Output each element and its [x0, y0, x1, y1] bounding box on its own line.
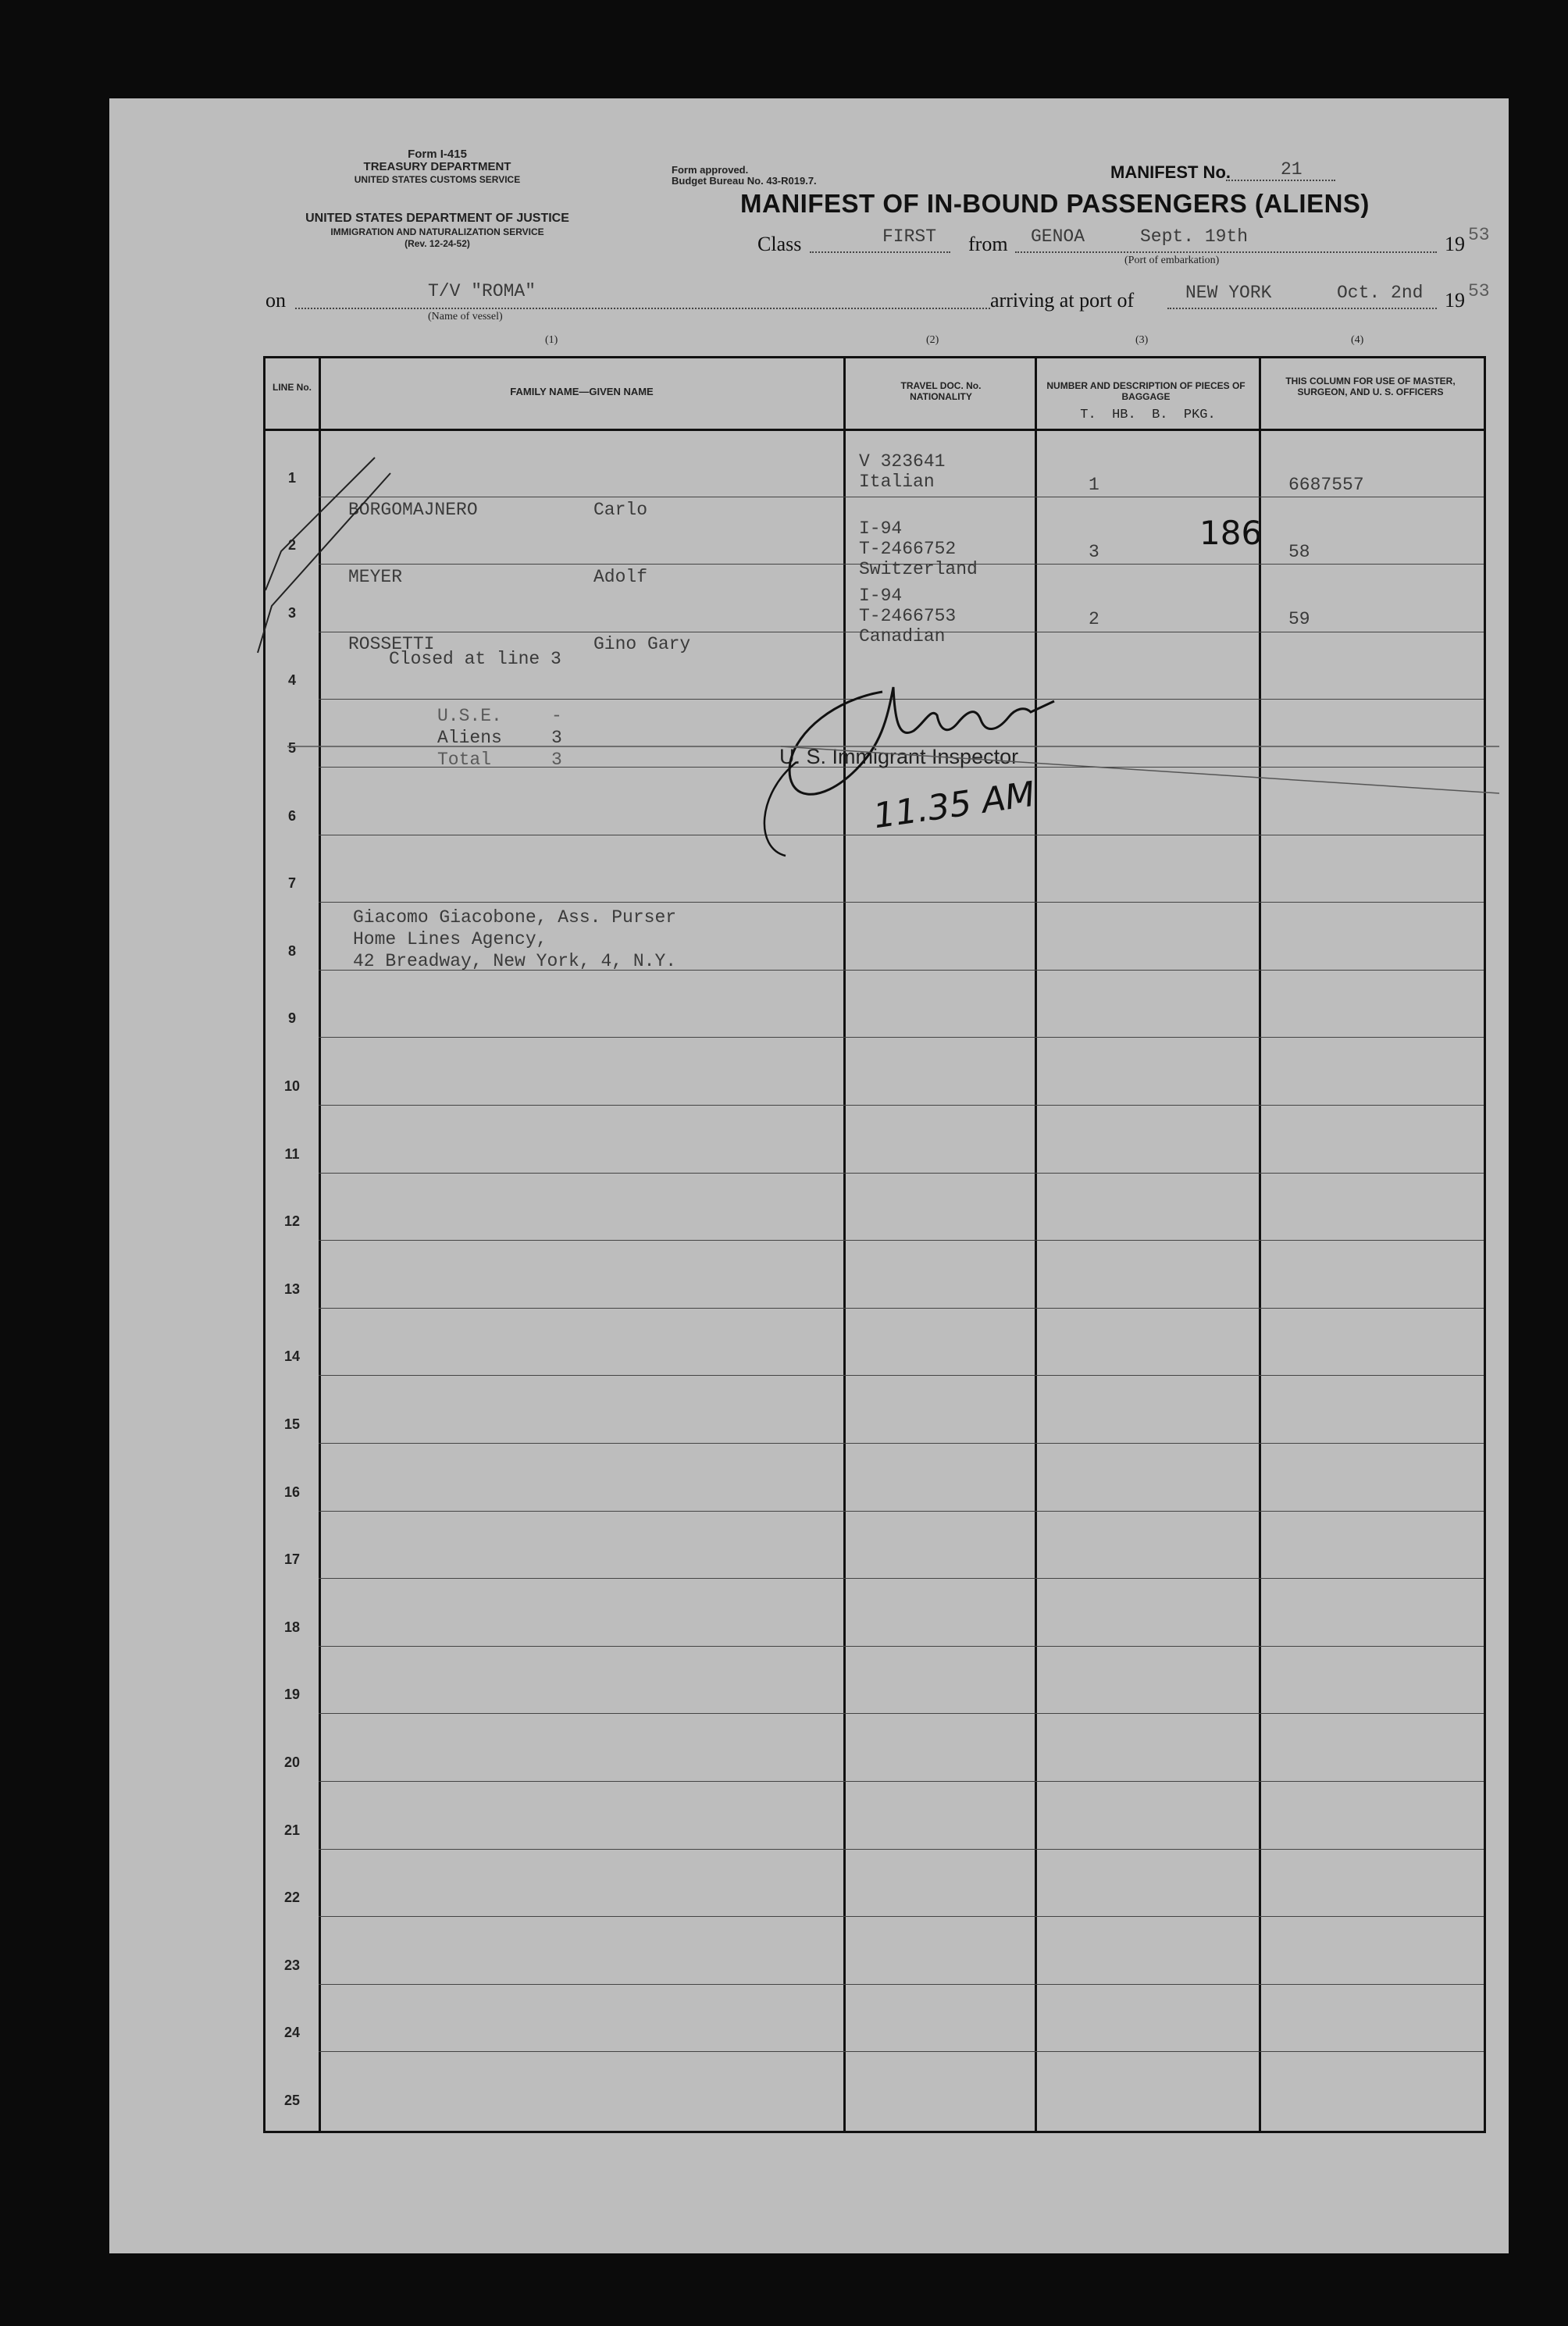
line-number: 8 [287, 942, 296, 959]
table-row-rule [319, 1849, 1484, 1850]
agent-line-1: Giacomo Giacobone, Ass. Purser [353, 907, 677, 928]
manifest-page [109, 98, 1509, 2253]
passenger-doc-2: T-2466753 [859, 606, 957, 626]
handwritten-186: 186 [1199, 514, 1263, 552]
passenger-given-name: Gino Gary [593, 634, 691, 654]
line-number: 15 [283, 1416, 301, 1432]
class-label: Class [757, 233, 802, 255]
line-number: 19 [283, 1687, 301, 1703]
table-row-rule [319, 1443, 1484, 1444]
passenger-family-name: BORGOMAJNERO [348, 500, 478, 520]
column-number: (1) [545, 334, 558, 346]
manifest-label: MANIFEST No. [1110, 162, 1231, 182]
passenger-doc-2: T-2466752 [859, 539, 957, 559]
line-number: 1 [287, 469, 296, 486]
line-number: 13 [283, 1281, 301, 1297]
arrival-port: NEW YORK [1185, 283, 1272, 303]
column-number: (3) [1135, 334, 1149, 346]
line-number: 16 [283, 1484, 301, 1500]
line-number: 17 [283, 1551, 301, 1568]
column-number: (4) [1351, 334, 1364, 346]
budget-bureau: Budget Bureau No. 43-R019.7. [672, 175, 817, 187]
passenger-doc-1: I-94 [859, 586, 903, 606]
agent-line-3: 42 Breadway, New York, 4, N.Y. [353, 951, 677, 971]
table-row-rule [319, 1713, 1484, 1714]
column-number: (2) [926, 334, 939, 346]
passenger-doc-3: Canadian [859, 626, 946, 647]
table-row-rule [319, 1781, 1484, 1782]
table-row-rule [319, 1105, 1484, 1106]
header-baggage-sub: T. HB. B. PKG. [1080, 408, 1216, 422]
table-row-rule [319, 1646, 1484, 1647]
line-number: 18 [283, 1619, 301, 1635]
departure-date: Sept. 19th [1140, 226, 1249, 247]
year-label: 19 [1445, 233, 1465, 255]
inspector-caption: U. S. Immigrant Inspector [779, 745, 1019, 768]
passenger-doc-3: Switzerland [859, 559, 978, 579]
line-number: 23 [283, 1957, 301, 1973]
passenger-family-name: MEYER [348, 567, 403, 587]
header-name: FAMILY NAME—GIVEN NAME [510, 386, 654, 397]
header-baggage: NUMBER AND DESCRIPTION OF PIECES OF BAGGAGE [1046, 380, 1245, 402]
passenger-given-name: Adolf [593, 567, 648, 587]
vessel-line [295, 308, 990, 309]
on-label: on [265, 289, 286, 312]
arrival-year-label: 19 [1445, 289, 1465, 312]
passenger-family-name: ROSSETTI [348, 634, 435, 654]
passenger-baggage: 1 [1089, 475, 1099, 495]
pencil-check-marks [234, 426, 1499, 817]
handwritten-time: 11.35 AM [871, 774, 1038, 837]
vessel-name: T/V "ROMA" [428, 281, 536, 301]
aliens-value: 3 [551, 728, 562, 748]
line-number: 5 [287, 740, 296, 756]
header-line-no: LINE No. [273, 382, 312, 393]
agent-line-2: Home Lines Agency, [353, 929, 547, 949]
aliens-label: Aliens [437, 728, 502, 748]
total-value: 3 [551, 750, 562, 770]
arrival-line [1167, 308, 1437, 309]
class-value: FIRST [882, 226, 937, 247]
line-number: 2 [287, 537, 296, 554]
line-number: 12 [283, 1213, 301, 1230]
passenger-doc-1: V 323641 [859, 451, 946, 472]
line-number: 24 [283, 2025, 301, 2041]
line-number: 20 [283, 1754, 301, 1770]
header-travel-doc: TRAVEL DOC. No. NATIONALITY [900, 380, 982, 402]
header-officers: THIS COLUMN FOR USE OF MASTER, SURGEON, AND U. S. OFFICERS [1285, 376, 1456, 397]
arrival-date: Oct. 2nd [1337, 283, 1424, 303]
manifest-no-line [1226, 180, 1335, 181]
page-title: MANIFEST OF IN-BOUND PASSENGERS (ALIENS) [740, 189, 1370, 218]
table-row-rule [319, 1511, 1484, 1512]
line-number: 9 [287, 1010, 296, 1027]
table-row-rule [319, 1308, 1484, 1309]
from-label: from [968, 233, 1008, 255]
form-approved: Form approved. [672, 164, 749, 176]
line-number: 22 [283, 1890, 301, 1906]
from-value: GENOA [1031, 226, 1085, 247]
arrival-year-value: 53 [1468, 281, 1490, 301]
table-row-rule [319, 902, 1484, 903]
passenger-officer-no: 6687557 [1288, 475, 1364, 495]
treasury-dept: TREASURY DEPARTMENT [363, 160, 511, 173]
passenger-baggage: 2 [1089, 609, 1099, 629]
year-value: 53 [1468, 225, 1490, 245]
table-row-rule [319, 1916, 1484, 1917]
total-label: Total [437, 750, 492, 770]
use-value: - [551, 706, 562, 726]
line-number: 25 [283, 2093, 301, 2108]
revision: (Rev. 12-24-52) [404, 238, 470, 249]
from-line [1015, 251, 1437, 253]
use-label: U.S.E. [437, 706, 502, 726]
class-line [810, 251, 950, 253]
ins-service: IMMIGRATION AND NATURALIZATION SERVICE [330, 226, 544, 237]
line-number: 6 [287, 807, 296, 824]
table-row-rule [319, 1375, 1484, 1376]
form-number: Form I-415 [408, 148, 467, 161]
closed-note: Closed at line 3 [389, 649, 561, 669]
line-number: 11 [284, 1145, 300, 1162]
arriving-label: arriving at port of [990, 289, 1135, 312]
vessel-caption: (Name of vessel) [428, 311, 503, 322]
table-row-rule [319, 1578, 1484, 1579]
line-number: 4 [287, 672, 296, 689]
table-row-rule [319, 1173, 1484, 1174]
line-number: 21 [283, 1822, 301, 1838]
table-row-rule [319, 1037, 1484, 1038]
passenger-given-name: Carlo [593, 500, 648, 520]
port-embark-caption: (Port of embarkation) [1124, 255, 1220, 266]
passenger-doc-1: I-94 [859, 518, 903, 539]
table-row-rule [319, 1984, 1484, 1985]
justice-dept: UNITED STATES DEPARTMENT OF JUSTICE [305, 212, 569, 225]
passenger-officer-no: 58 [1288, 542, 1310, 562]
line-number: 10 [283, 1078, 301, 1094]
line-number: 3 [287, 604, 296, 621]
line-number: 14 [283, 1348, 301, 1365]
passenger-doc-2: Italian [859, 472, 935, 492]
customs-service: UNITED STATES CUSTOMS SERVICE [354, 174, 521, 185]
passenger-baggage: 3 [1089, 542, 1099, 562]
passenger-officer-no: 59 [1288, 609, 1310, 629]
table-row-rule [319, 2051, 1484, 2052]
manifest-number: 21 [1281, 159, 1303, 180]
line-number: 7 [287, 875, 296, 892]
table-row-rule [319, 1240, 1484, 1241]
